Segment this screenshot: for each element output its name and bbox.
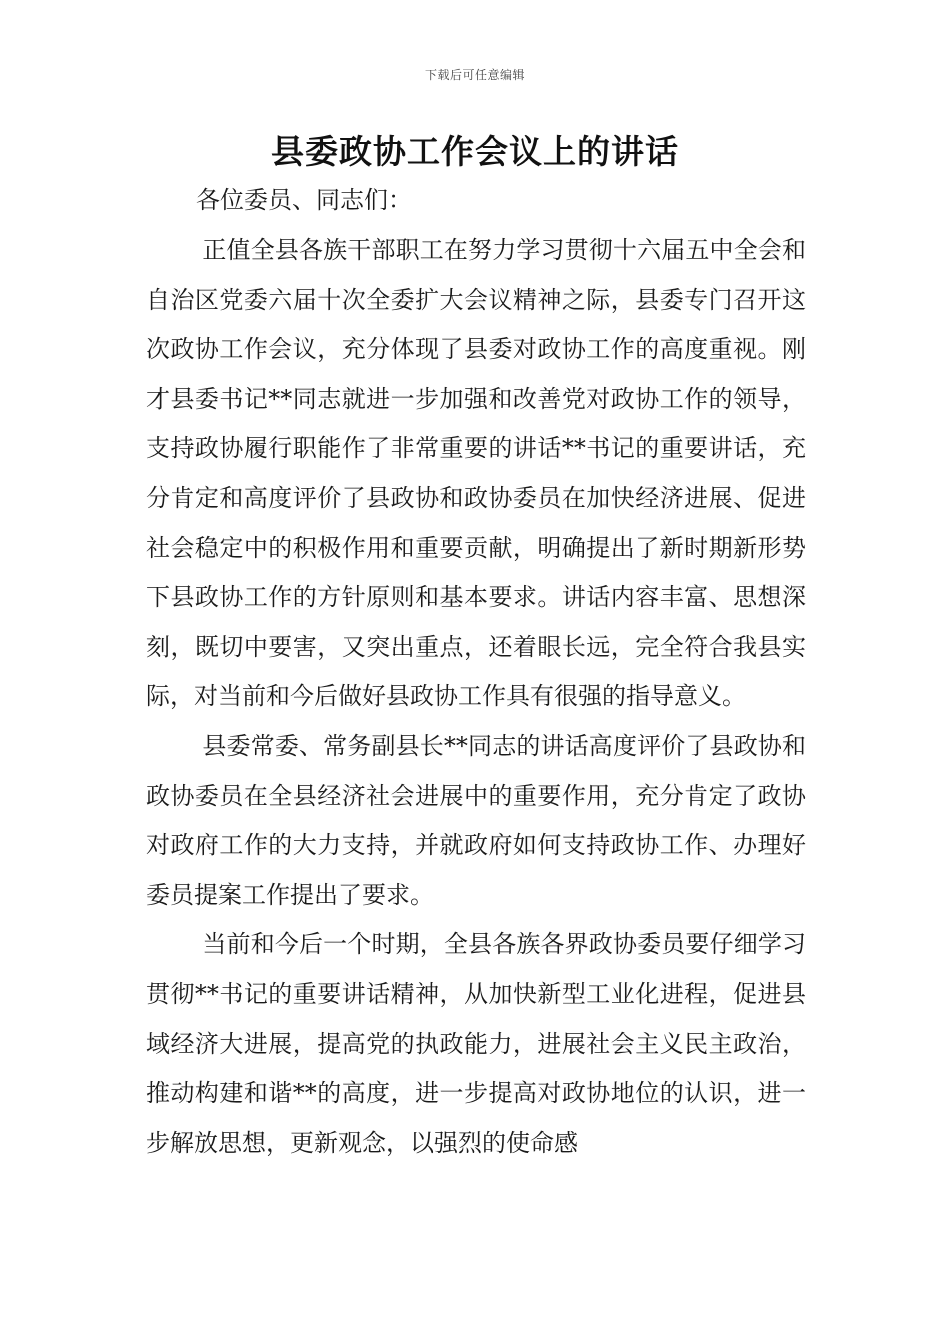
paragraph-3: 当前和今后一个时期，全县各族各界政协委员要仔细学习贯彻**书记的重要讲话精神，从加快新型工业化进程，促进县域经济大进展，提高党的执政能力，进展社会主义民主政治，推动构建和谐**的高度，进一步提高对政协地位的认识，进一步解放思想，更新观念，以强烈的使命感 [146,930,806,1157]
body-text [146,226,806,1168]
paragraph-2: 县委常委、常务副县长**同志的讲话高度评价了县政协和政协委员在全县经济社会进展中的重要作用，充分肯定了政协对政府工作的大力支持，并就政府如何支持政协工作、办理好委员提案工作提出了要求。 [146,731,806,909]
page-title: 县委政协工作会议上的讲话 [271,132,679,171]
salutation: 各位委员、同志们： [196,186,412,214]
paragraph-1: 正值全县各族干部职工在努力学习贯彻十六届五中全会和自治区党委六届十次全委扩大会议精神之际，县委专门召开这次政协工作会议，充分体现了县委对政协工作的高度重视。刚才县委书记**同志就进一步加强和改善党对政协工作的领导，支持政协履行职能作了非常重要的讲话**书记的重要讲话，充分肯定和高度评价了县政协和政协委员在加快经济进展、促进社会稳定中的积极作用和重要贡献，明确提出了新时期新形势下县政协工作的方针原则和基本要求。讲话内容丰富、思想深刻，既切中要害，又突出重点，还着眼长远，完全符合我县实际，对当前和今后做好县政协工作具有很强的指导意义。 [146,236,806,711]
header-note: 下载后可任意编辑 [424,68,525,82]
